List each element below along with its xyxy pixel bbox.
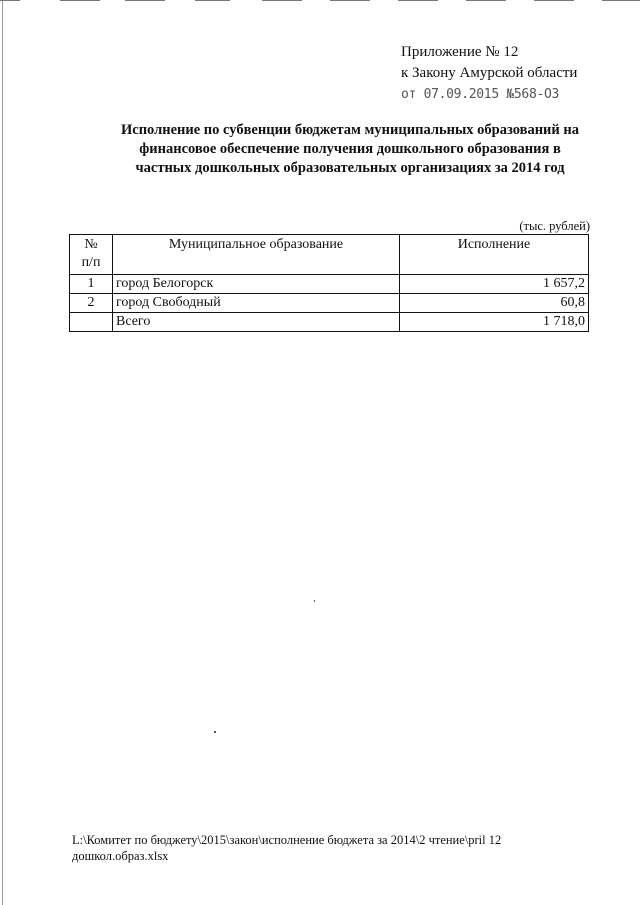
appendix-law: к Закону Амурской области [401,65,578,81]
header-num [70,235,113,275]
appendix-header [401,42,577,105]
title-line-2: финансовое обеспечение получения дошкольного образования в [139,141,561,157]
table-row [70,294,589,313]
header-num-pp: п/п [81,255,101,270]
scan-speck [314,600,315,602]
title-line-3: частных дошкольных образовательных организациях за 2014 год [135,160,565,176]
total-label: Всего [113,313,400,332]
header-num-symbol: № [84,237,98,252]
row-municipality: город Свободный [113,294,400,313]
document-title [100,121,600,178]
table-row [70,275,589,294]
total-value: 1 718,0 [400,313,589,332]
scan-edge [2,0,3,905]
footer-path: L:\Комитет по бюджету\2015\закон\исполнение бюджета за 2014\2 чтение\pril 12 [72,833,502,847]
total-num [70,313,113,332]
header-municipality: Муниципальное образование [113,235,400,275]
file-path-footer [72,832,501,864]
scan-marks [0,0,640,2]
header-execution: Исполнение [400,235,589,275]
row-execution: 60,8 [400,294,589,313]
table-header-row [70,235,589,275]
appendix-number: Приложение № 12 [401,44,519,60]
table-total-row [70,313,589,332]
row-execution: 1 657,2 [400,275,589,294]
row-num: 2 [70,294,113,313]
row-num: 1 [70,275,113,294]
appendix-date-stamp: от 07.09.2015 №568-ОЗ [401,87,560,102]
title-line-1: Исполнение по субвенции бюджетам муниципальных образований на [120,122,579,138]
row-municipality: город Белогорск [113,275,400,294]
footer-filename: дошкол.образ.xlsx [72,849,169,863]
execution-table [69,234,589,332]
units-label: (тыс. рублей) [519,219,590,233]
scan-speck [214,731,216,733]
